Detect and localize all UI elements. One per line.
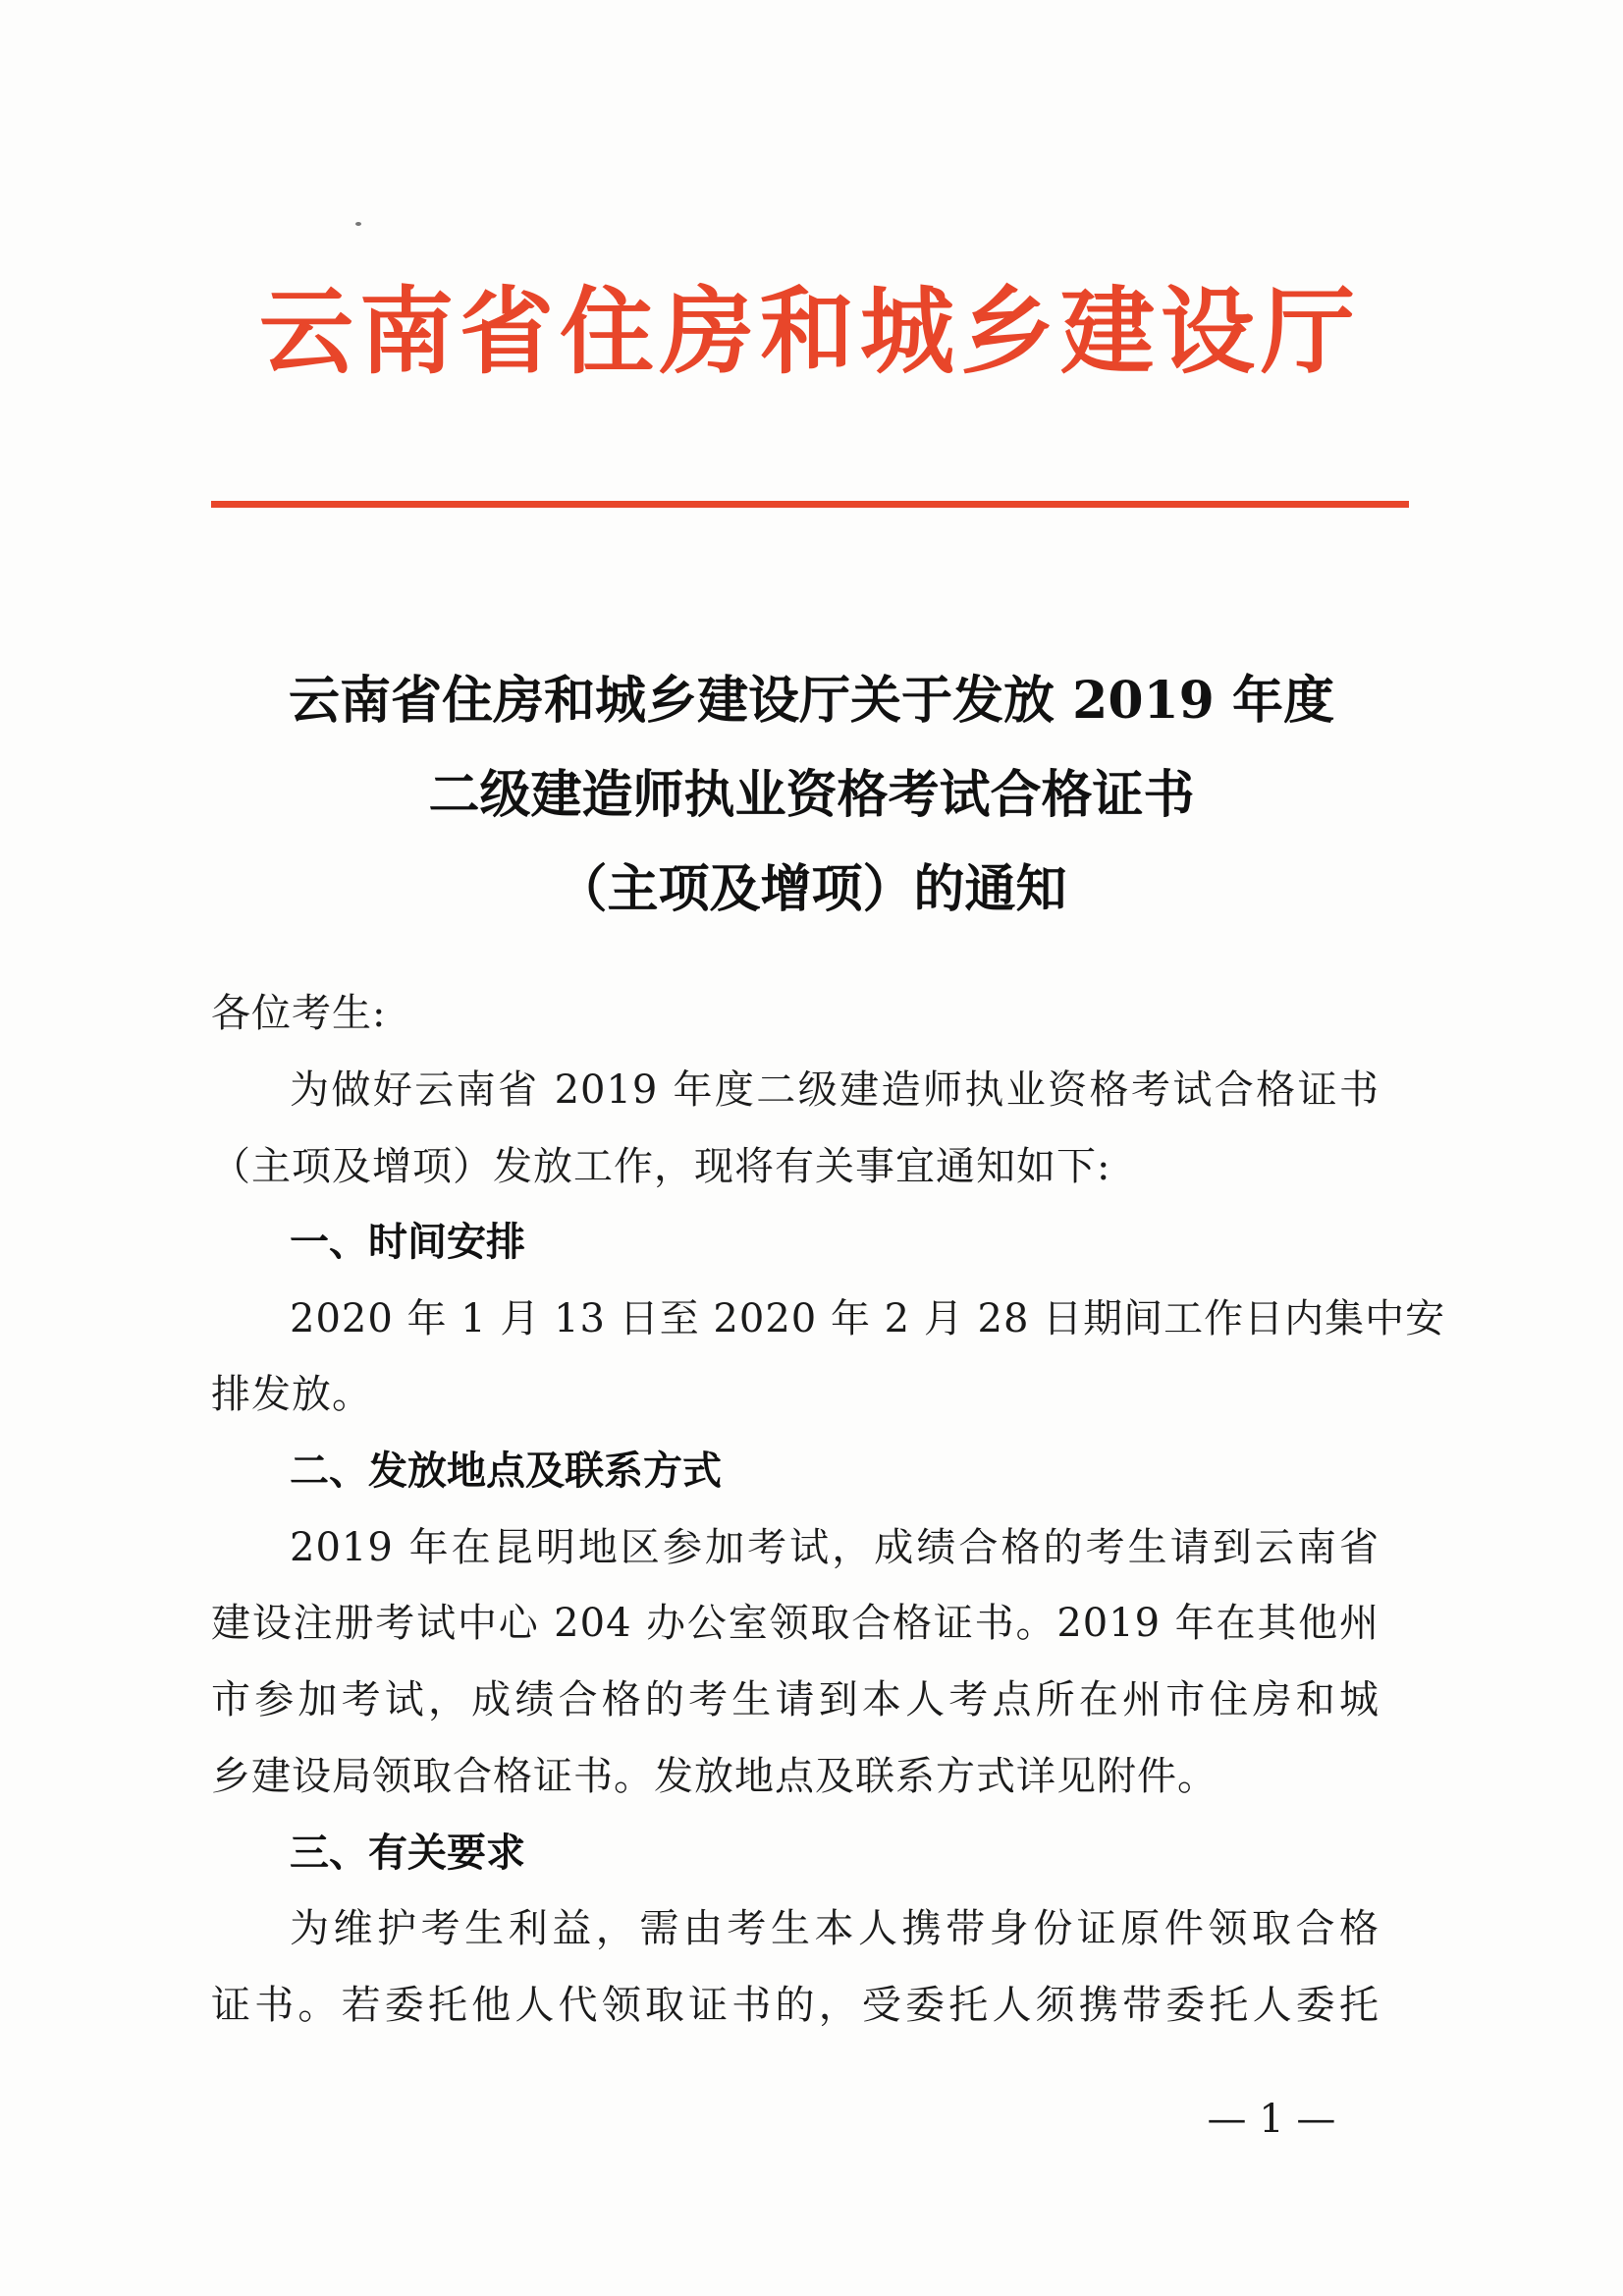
- intro-line-1: 为做好云南省 2019 年度二级建造师执业资格考试合格证书: [290, 1067, 1380, 1113]
- section-heading-requirements: 三、有关要求: [290, 1830, 525, 1876]
- location-line-4: 乡建设局领取合格证书。发放地点及联系方式详见附件。: [211, 1754, 1217, 1799]
- location-line-2: 建设注册考试中心 204 办公室领取合格证书。2019 年在其他州: [211, 1601, 1380, 1646]
- requirements-line-2: 证书。若委托他人代领取证书的，受委托人须携带委托人委托: [211, 1983, 1380, 2028]
- schedule-line-2: 排发放。: [211, 1372, 372, 1417]
- page-number: — 1 —: [1207, 2097, 1336, 2142]
- section-heading-schedule: 一、时间安排: [290, 1219, 525, 1265]
- issuing-organization-header: 云南省住房和城乡建设厅: [259, 276, 1361, 387]
- location-line-1: 2019 年在昆明地区参加考试，成绩合格的考生请到云南省: [290, 1525, 1380, 1570]
- document-title-line-3: （主项及增项）的通知: [556, 859, 1067, 919]
- document-title-line-1: 云南省住房和城乡建设厅关于发放 2019 年度: [289, 671, 1334, 731]
- location-line-3: 市参加考试，成绩合格的考生请到本人考点所在州市住房和城: [211, 1677, 1380, 1722]
- schedule-line-1: 2020 年 1 月 13 日至 2020 年 2 月 28 日期间工作日内集中安: [290, 1296, 1446, 1341]
- red-header-rule: [211, 501, 1409, 508]
- scan-speck: [355, 222, 361, 226]
- requirements-line-1: 为维护考生利益，需由考生本人携带身份证原件领取合格: [290, 1906, 1380, 1951]
- intro-line-2: （主项及增项）发放工作，现将有关事宜通知如下:: [211, 1144, 1111, 1189]
- section-heading-location: 二、发放地点及联系方式: [290, 1448, 722, 1494]
- document-title-line-2: 二级建造师执业资格考试合格证书: [428, 765, 1195, 825]
- salutation: 各位考生:: [211, 991, 387, 1036]
